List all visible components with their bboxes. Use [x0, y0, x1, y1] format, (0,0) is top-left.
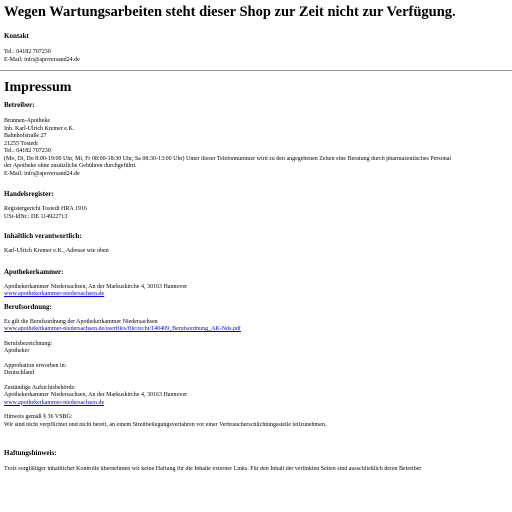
betreiber-line: Bahnhofstraße 27 — [4, 133, 47, 139]
berufsordnung-heading: Berufsordnung: — [4, 302, 52, 311]
betreiber-line: der Apotheke ohne zusätzliche Gebühren durchgeführt. — [4, 163, 137, 169]
aufsicht-link[interactable]: www.apothekerkammer-niedersachsen.de — [4, 399, 105, 406]
aufsicht-text: Apothekerkammer Niedersachsen, An der Markuskirche 4, 30163 Hannover — [4, 392, 188, 398]
aufsicht-label: Zuständige Aufsichtsbehörde: — [4, 384, 76, 391]
page — [0, 0, 512, 64]
betreiber-line: 21255 Tostedt — [4, 140, 38, 147]
verantwortlich-heading: Inhaltlich verantwortlich: — [4, 232, 82, 240]
verantwortlich-text: Karl-Ulrich Kremer e.K., Adresse wie oben — [4, 248, 109, 254]
contact-email: E-Mail: info@apoversand24.de — [4, 56, 80, 63]
approbation-label: Approbation erworben in: — [4, 362, 67, 369]
contact-tel: Tel.: 04182 707230 — [4, 49, 51, 55]
berufsordnung-text: Es gilt die Berufsordnung der Apothekerkammer Niedersachsen — [4, 318, 158, 325]
kammer-heading: Apothekerkammer: — [4, 267, 64, 276]
berufsbezeichnung-label: Berufsbezeichnung: — [4, 340, 52, 347]
haftung-text: Trotz sorgfältiger inhaltlicher Kontrolle übernehmen wir keine Haftung für die Inhalte externer Links. Für den Inhalt der verlinkten Seiten sind ausschließlich deren Betreiber — [4, 466, 422, 472]
betreiber-line: Tel.: 04182 707230 — [4, 148, 51, 154]
vsbg-label: Hinweis gemäß § 36 VSBG: — [4, 414, 73, 420]
handelsregister-line: USt-IdNr.: DE 114922713 — [4, 213, 68, 220]
maintenance-title: Wegen Wartungsarbeiten steht dieser Shop zur Zeit nicht zur Verfügung. — [4, 4, 456, 20]
approbation-value: Deutschland — [4, 370, 34, 376]
kammer-link[interactable]: www.apothekerkammer-niedersachsen.de — [4, 291, 105, 297]
betreiber-line: Inh. Karl-Ulrich Kremer e.K. — [4, 125, 75, 132]
kammer-text: Apothekerkammer Niedersachsen, An der Markuskirche 4, 30163 Hannover — [4, 283, 188, 290]
betreiber-line: E-Mail: info@apoversand24.de — [4, 170, 80, 177]
kontakt-heading: Kontakt — [4, 32, 29, 40]
betreiber-line: Brunnen-Apotheke — [4, 118, 50, 124]
haftung-heading: Haftungshinweis: — [4, 449, 57, 457]
betreiber-line: (Mo, Di, Do 8:00-19:00 Uhr, Mi, Fr 08:00-18:30 Uhr, Sa 08:30-13:00 Uhr) Unter dieser Telefonnummer wird zu den angegebenen Zeiten eine Beratung durch pharmazeutisches Personal — [4, 155, 452, 162]
handelsregister-line: Registergericht Tostedt HRA 1916 — [4, 206, 87, 212]
vsbg-text: Wir sind nicht verpflichtet und nicht bereit, an einem Streitbeilegungsverfahren vor einer Verbraucherschlichtungsstelle teilzunehmen. — [4, 421, 327, 428]
impressum-title: Impressum — [4, 80, 72, 95]
impressum-section — [0, 71, 512, 474]
handelsregister-heading: Handelsregister: — [4, 190, 54, 198]
berufsbezeichnung-value: Apotheker — [4, 348, 30, 354]
betreiber-heading: Betreiber: — [4, 101, 35, 109]
berufsordnung-link[interactable]: www.apothekerkammer-niedersachsen.de/userfiles/file/recht/140409_Berufsordnung_AK-Nds.pdf — [4, 326, 241, 332]
